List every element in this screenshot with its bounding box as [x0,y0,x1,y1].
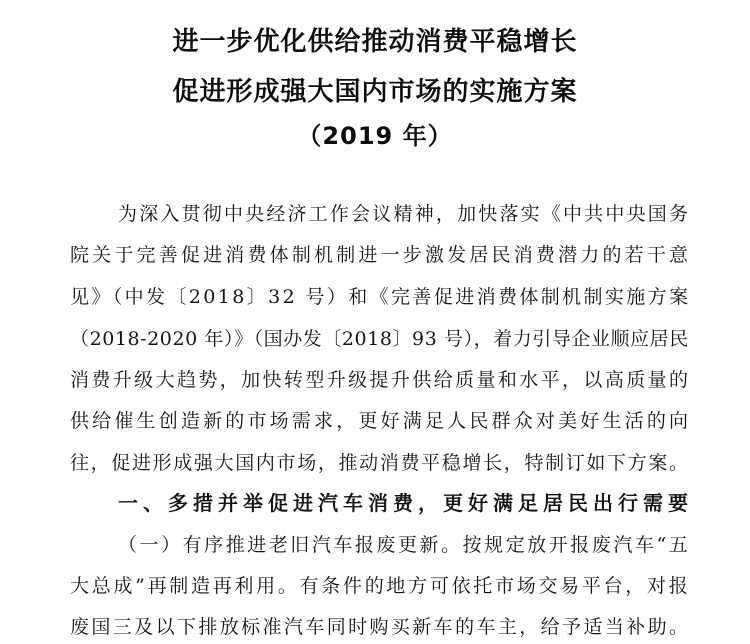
body-line: 供给催生创造新的市场需求，更好满足人民群众对美好生活的向 [70,410,692,432]
document-title-line-1: 进一步优化供给推动消费平稳增长 [172,27,578,57]
body-line: （2018-2020 年）》（国办发〔2018〕93 号），着力引导企业顺应居民 [70,328,689,350]
section-line: 大总成”再制造再利用。有条件的地方可依托市场交易平台，对报 [70,575,691,597]
document-title-year: （2019 年） [297,122,453,150]
body-line: 见》（中发〔2018〕32 号）和《完善促进消费体制机制实施方案 [70,286,691,308]
body-line: 院关于完善促进消费体制机制进一步激发居民消费潜力的若干意 [70,244,692,266]
section-line: 废国三及以下排放标准汽车同时购买新车的车主，给予适当补助。 [70,616,691,638]
body-line: 消费升级大趋势，加快转型升级提升供给质量和水平，以高质量的 [70,369,691,391]
section-heading: 一、多措并举促进汽车消费，更好满足居民出行需要 [118,491,693,515]
section-line: （一）有序推进老旧汽车报废更新。按规定放开报废汽车“五 [118,534,691,556]
body-line: 往，促进形成强大国内市场，推动消费平稳增长，特制订如下方案。 [70,452,690,474]
body-line: 为深入贯彻中央经济工作会议精神，加快落实《中共中央国务 [118,203,691,225]
document-title-line-2: 促进形成强大国内市场的实施方案 [172,77,578,107]
